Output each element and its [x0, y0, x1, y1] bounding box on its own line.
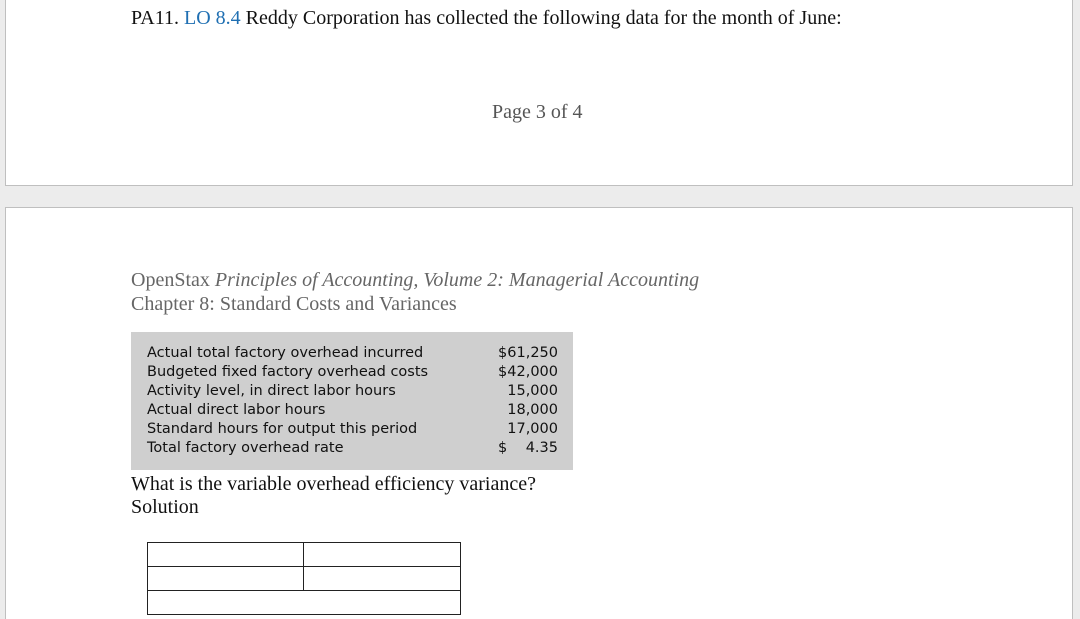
solution-grid — [147, 542, 461, 615]
data-value: $42,000 — [498, 364, 558, 380]
grid-divider — [303, 543, 304, 590]
data-value: 18,000 — [507, 402, 558, 418]
data-value: $ 4.35 — [498, 440, 558, 456]
data-value: $61,250 — [498, 345, 558, 361]
data-row — [147, 344, 558, 363]
solution-label: Solution — [131, 496, 199, 518]
document-page-bottom — [5, 207, 1073, 619]
problem-number: PA11. — [131, 7, 179, 29]
page-number: Page 3 of 4 — [492, 101, 583, 123]
data-row — [147, 363, 558, 382]
book-title — [131, 269, 699, 292]
data-row — [147, 420, 558, 439]
question-text: What is the variable overhead efficiency variance? — [131, 473, 536, 495]
chapter-title: Chapter 8: Standard Costs and Variances — [131, 293, 457, 315]
data-row — [147, 439, 558, 458]
data-value: 15,000 — [507, 383, 558, 399]
problem-text: Reddy Corporation has collected the following data for the month of June: — [245, 7, 842, 29]
book-name: Principles of Accounting, Volume 2: Managerial Accounting — [214, 269, 700, 291]
data-label: Activity level, in direct labor hours — [147, 383, 396, 399]
data-row — [147, 401, 558, 420]
data-table — [131, 332, 573, 470]
data-value: 17,000 — [507, 421, 558, 437]
learning-objective-link[interactable]: LO 8.4 — [184, 7, 241, 29]
problem-statement — [131, 7, 842, 30]
data-label: Actual total factory overhead incurred — [147, 345, 424, 361]
data-label: Actual direct labor hours — [147, 402, 326, 418]
grid-divider — [148, 566, 460, 567]
data-row — [147, 382, 558, 401]
grid-divider — [148, 590, 460, 591]
document-page-top — [5, 0, 1073, 186]
data-label: Total factory overhead rate — [147, 440, 344, 456]
data-label: Standard hours for output this period — [147, 421, 418, 437]
data-label: Budgeted fixed factory overhead costs — [147, 364, 429, 380]
book-publisher: OpenStax — [131, 269, 210, 291]
